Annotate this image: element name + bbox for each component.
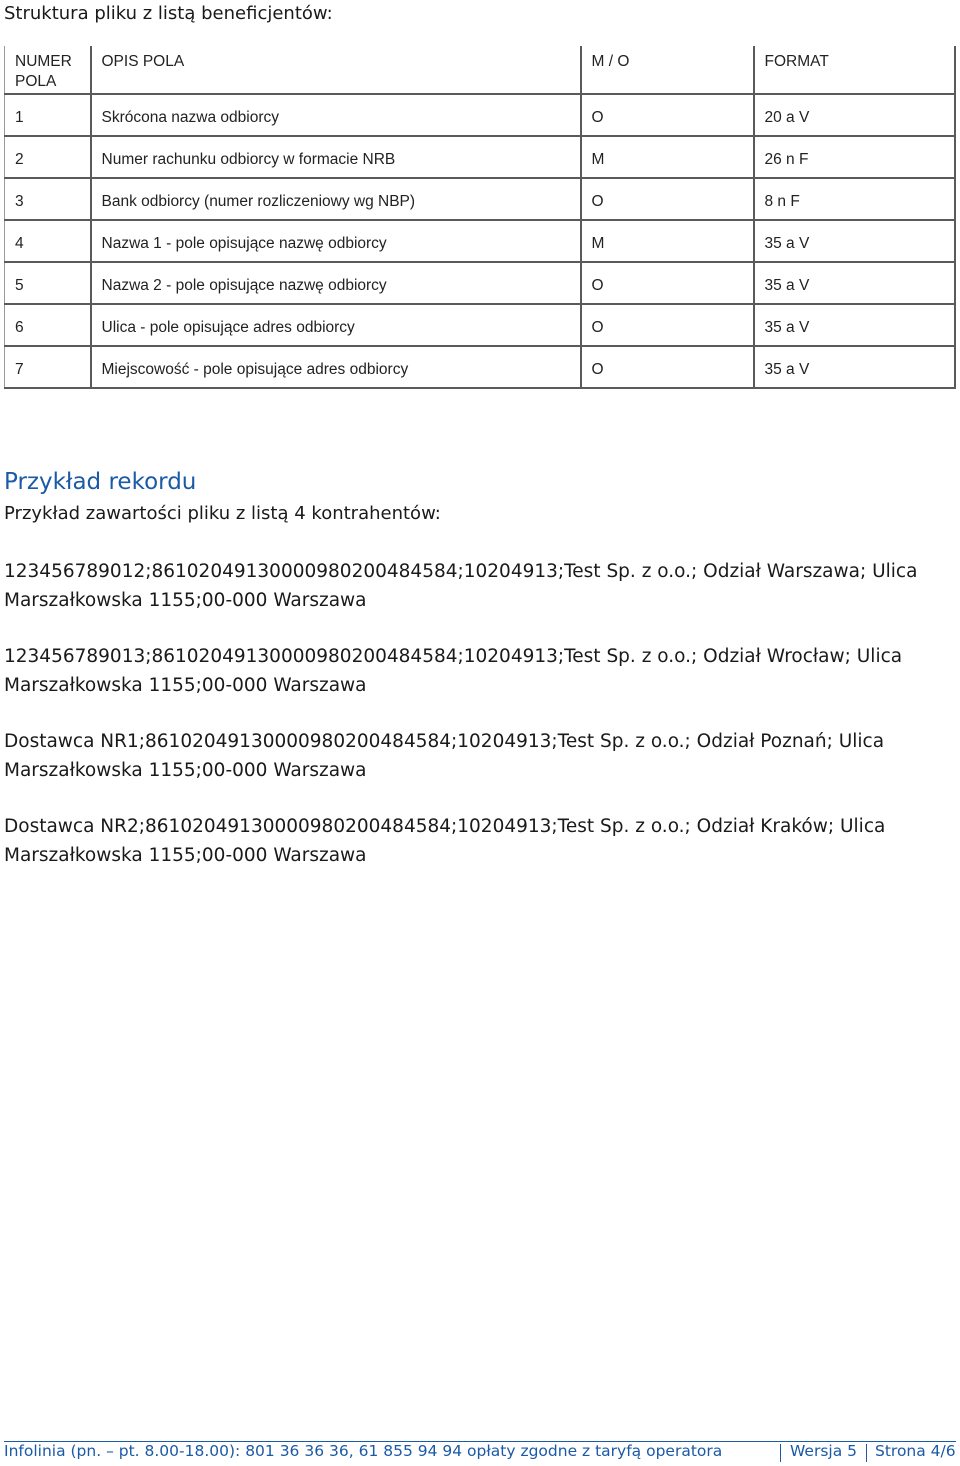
- record-example: [4, 727, 954, 785]
- format-cell: 35 a V: [754, 262, 955, 304]
- record-line2: Marszałkowska 1155;00-000 Warszawa: [4, 590, 367, 611]
- record-line2: Marszałkowska 1155;00-000 Warszawa: [4, 760, 367, 781]
- header-field-description: OPIS POLA: [91, 46, 581, 94]
- format-cell: 35 a V: [754, 304, 955, 346]
- field-number-cell: 6: [5, 304, 91, 346]
- table-row: [5, 346, 955, 388]
- section-subtitle: Przykład zawartości pliku z listą 4 kontrahentów:: [4, 503, 441, 524]
- field-number-cell: 7: [5, 346, 91, 388]
- table-row: [5, 94, 955, 136]
- mandatory-optional-cell: O: [581, 178, 754, 220]
- table-row: [5, 178, 955, 220]
- footer-divider: [866, 1444, 867, 1462]
- field-description-cell: Nazwa 2 - pole opisujące nazwę odbiorcy: [91, 262, 581, 304]
- table-row: [5, 262, 955, 304]
- record-line2: Marszałkowska 1155;00-000 Warszawa: [4, 845, 367, 866]
- field-description-cell: Miejscowość - pole opisujące adres odbiorcy: [91, 346, 581, 388]
- field-description-cell: Ulica - pole opisujące adres odbiorcy: [91, 304, 581, 346]
- table-header-row: [5, 46, 955, 94]
- mandatory-optional-cell: M: [581, 220, 754, 262]
- record-example: [4, 642, 954, 700]
- mandatory-optional-cell: M: [581, 136, 754, 178]
- record-line2: Marszałkowska 1155;00-000 Warszawa: [4, 675, 367, 696]
- format-cell: 20 a V: [754, 94, 955, 136]
- record-example: [4, 557, 954, 615]
- header-format: FORMAT: [754, 46, 955, 94]
- page-footer: [4, 1441, 956, 1460]
- field-number-cell: 2: [5, 136, 91, 178]
- format-cell: 35 a V: [754, 346, 955, 388]
- record-line1: 123456789012;86102049130000980200484584;10204913;Test Sp. z o.o.; Odział Warszawa; Ulica: [4, 561, 918, 582]
- mandatory-optional-cell: O: [581, 94, 754, 136]
- mandatory-optional-cell: O: [581, 304, 754, 346]
- record-example: [4, 812, 954, 870]
- field-description-cell: Numer rachunku odbiorcy w formacie NRB: [91, 136, 581, 178]
- field-structure-table: [4, 46, 956, 389]
- section-title: Przykład rekordu: [4, 469, 197, 495]
- table-row: [5, 220, 955, 262]
- mandatory-optional-cell: O: [581, 346, 754, 388]
- footer-contact: Infolinia (pn. – pt. 8.00-18.00): 801 36 36 36, 61 855 94 94 opłaty zgodne z taryfą operatora: [4, 1442, 723, 1460]
- intro-text: Struktura pliku z listą beneficjentów:: [4, 3, 333, 24]
- footer-divider: [780, 1444, 781, 1462]
- table-row: [5, 304, 955, 346]
- record-line1: 123456789013;86102049130000980200484584;10204913;Test Sp. z o.o.; Odział Wrocław; Ulica: [4, 646, 903, 667]
- format-cell: 35 a V: [754, 220, 955, 262]
- field-number-cell: 5: [5, 262, 91, 304]
- field-description-cell: Nazwa 1 - pole opisujące nazwę odbiorcy: [91, 220, 581, 262]
- field-number-cell: 4: [5, 220, 91, 262]
- field-description-cell: Bank odbiorcy (numer rozliczeniowy wg NBP): [91, 178, 581, 220]
- record-line1: Dostawca NR2;86102049130000980200484584;10204913;Test Sp. z o.o.; Odział Kraków; Ulica: [4, 816, 886, 837]
- field-number-cell: 3: [5, 178, 91, 220]
- footer-version: Wersja 5: [790, 1442, 857, 1460]
- header-mandatory-optional: M / O: [581, 46, 754, 94]
- record-line1: Dostawca NR1;86102049130000980200484584;10204913;Test Sp. z o.o.; Odział Poznań; Ulica: [4, 731, 885, 752]
- format-cell: 8 n F: [754, 178, 955, 220]
- header-field-number: NUMER POLA: [5, 46, 91, 94]
- field-number-cell: 1: [5, 94, 91, 136]
- mandatory-optional-cell: O: [581, 262, 754, 304]
- table-row: [5, 136, 955, 178]
- footer-page-number: Strona 4/6: [875, 1442, 956, 1460]
- format-cell: 26 n F: [754, 136, 955, 178]
- field-description-cell: Skrócona nazwa odbiorcy: [91, 94, 581, 136]
